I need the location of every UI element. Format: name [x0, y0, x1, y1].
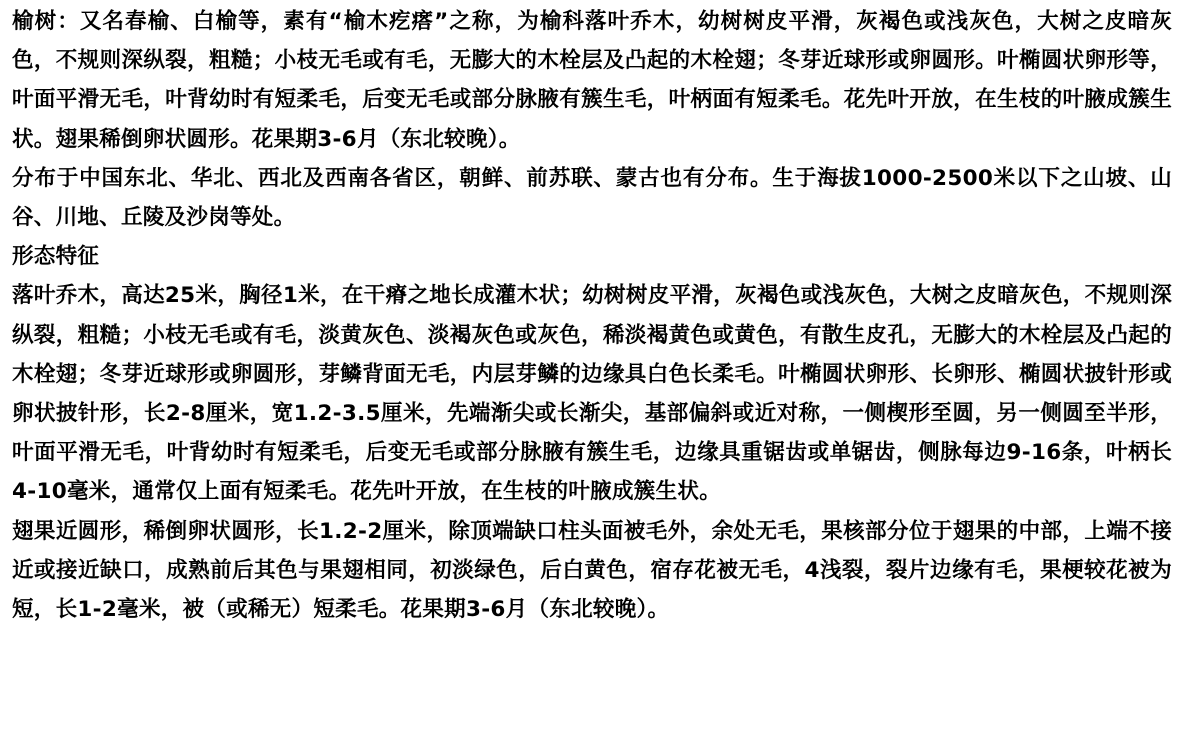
section-heading: 形态特征 — [12, 244, 100, 270]
fruit-paragraph: 翅果近圆形，稀倒卵状圆形，长1.2-2厘米，除顶端缺口柱头面被毛外，余处无毛，果核部分位于翅果的中部，上端不接近或接近缺口，成熟前后其色与果翅相同，初淡绿色，后白黄色，宿存花被无毛，4浅裂，裂片边缘有毛，果梗较花被为短，长1-2毫米，被（或稀无）短柔毛。花果期3-6月（东北较晚）。 — [12, 518, 1172, 623]
morphology-paragraph: 落叶乔木，高达25米，胸径1米，在干瘠之地长成灌木状；幼树树皮平滑，灰褐色或浅灰色，大树之皮暗灰色，不规则深纵裂，粗糙；小枝无毛或有毛，淡黄灰色、淡褐灰色或灰色，稀淡褐黄色或黄色，有散生皮孔，无膨大的木栓层及凸起的木栓翅；冬芽近球形或卵圆形，芽鳞背面无毛，内层芽鳞的边缘具白色长柔毛。叶椭圆状卵形、长卵形、椭圆状披针形或卵状披针形，长2-8厘米，宽1.2-3.5厘米，先端渐尖或长渐尖，基部偏斜或近对称，一侧楔形至圆，另一侧圆至半形，叶面平滑无毛，叶背幼时有短柔毛，后变无毛或部分脉腋有簇生毛，边缘具重锯齿或单锯齿，侧脉每边9-16条，叶柄长4-10毫米，通常仅上面有短柔毛。花先叶开放，在生枝的叶腋成簇生状。 — [12, 283, 1172, 505]
intro-paragraph: 榆树：又名春榆、白榆等，素有“榆木疙瘩”之称，为榆科落叶乔木，幼树树皮平滑，灰褐色或浅灰色，大树之皮暗灰色，不规则深纵裂，粗糙；小枝无毛或有毛，无膨大的木栓层及凸起的木栓翅；冬芽近球形或卵圆形。叶椭圆状卵形等，叶面平滑无毛，叶背幼时有短柔毛，后变无毛或部分脉腋有簇生毛，叶柄面有短柔毛。花先叶开放，在生枝的叶腋成簇生状。翅果稀倒卵状圆形。花果期3-6月（东北较晚）。 — [12, 9, 1172, 152]
distribution-paragraph: 分布于中国东北、华北、西北及西南各省区，朝鲜、前苏联、蒙古也有分布。生于海拔1000-2500米以下之山坡、山谷、川地、丘陵及沙岗等处。 — [12, 165, 1172, 231]
